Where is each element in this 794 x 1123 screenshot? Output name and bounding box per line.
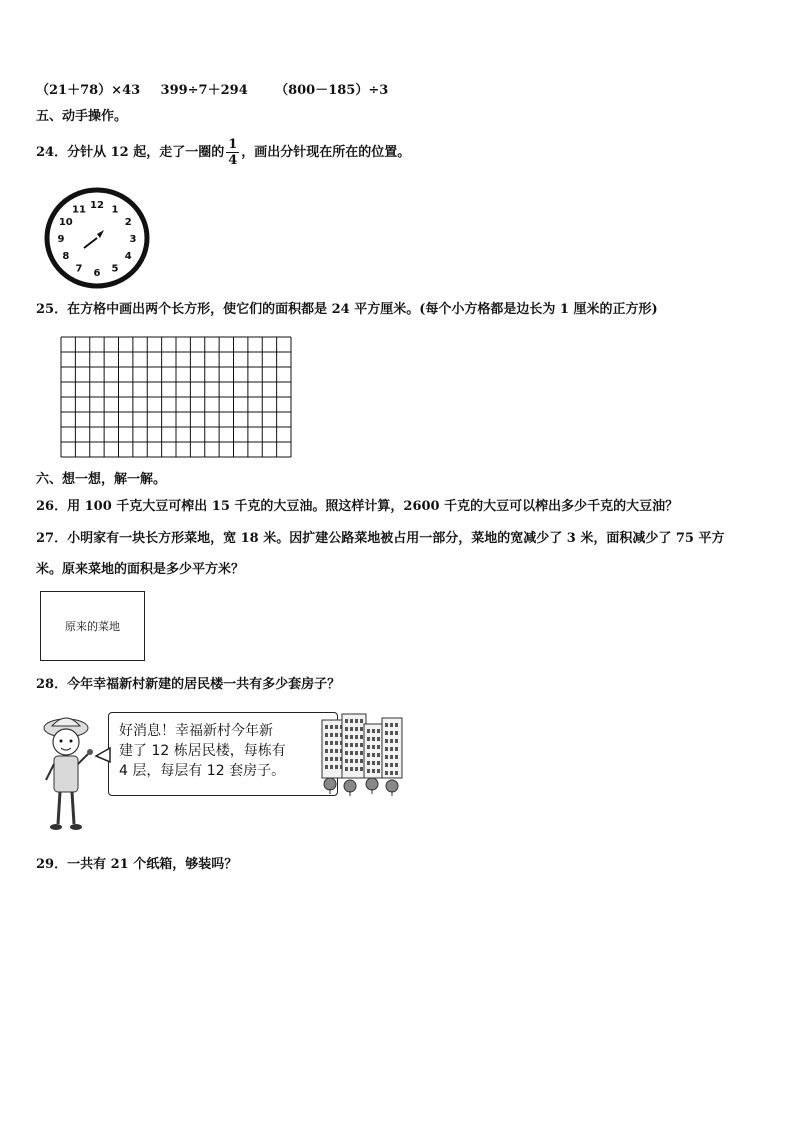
building-window xyxy=(325,765,328,769)
clock-number: 2 xyxy=(124,217,132,228)
building-window xyxy=(350,759,353,763)
building-window xyxy=(372,769,375,773)
building-window xyxy=(330,749,333,753)
building-window xyxy=(335,749,338,753)
speech-bubble-tail xyxy=(94,746,112,766)
original-garden-rectangle xyxy=(40,591,145,661)
building-window xyxy=(385,763,388,767)
building-window xyxy=(355,767,358,771)
apartment-buildings-illustration xyxy=(320,710,404,796)
building-window xyxy=(345,719,348,723)
building-window xyxy=(367,745,370,749)
bubble-line-3: 4 层，每层有 12 套房子。 xyxy=(119,763,286,779)
fraction-numerator: 1 xyxy=(228,137,238,152)
building-window xyxy=(390,763,393,767)
building-window xyxy=(330,741,333,745)
question-29: 29．一共有 21 个纸箱，够装吗？ xyxy=(36,857,238,872)
question-24 xyxy=(36,136,410,170)
bubble-line-2: 建了 12 栋居民楼，每栋有 xyxy=(119,743,286,759)
building-window xyxy=(372,761,375,765)
clock-face xyxy=(44,186,150,290)
building-window xyxy=(325,741,328,745)
building-window xyxy=(325,733,328,737)
building-window xyxy=(350,767,353,771)
building-window xyxy=(395,755,398,759)
original-garden-label: 原来的菜地 xyxy=(65,620,120,633)
building-window xyxy=(350,735,353,739)
clock-number: 3 xyxy=(129,234,137,245)
building-window xyxy=(367,761,370,765)
building-window xyxy=(345,727,348,731)
expression-1: （21＋78）×43 xyxy=(36,83,141,98)
building-window xyxy=(385,739,388,743)
clock-number: 12 xyxy=(90,200,104,211)
section-6-heading: 六、想一想，解一解。 xyxy=(36,472,167,487)
square-grid[interactable] xyxy=(60,336,292,458)
building-window xyxy=(355,759,358,763)
building-window xyxy=(325,757,328,761)
tree xyxy=(324,778,336,790)
question-27-line-1: 27．小明家有一块长方形菜地，宽 18 米。因扩建公路菜地被占用一部分，菜地的宽减少了 3 米，面积减少了 75 平方 xyxy=(36,531,725,546)
clock-number: 5 xyxy=(111,263,119,275)
building-window xyxy=(372,753,375,757)
building-window xyxy=(360,767,363,771)
q28-illustration xyxy=(36,706,416,846)
building-window xyxy=(335,765,338,769)
building-window xyxy=(395,723,398,727)
building-window xyxy=(385,723,388,727)
building-window xyxy=(355,719,358,723)
building-window xyxy=(367,753,370,757)
building-window xyxy=(350,719,353,723)
building-window xyxy=(390,731,393,735)
building-window xyxy=(377,769,380,773)
tree xyxy=(366,778,378,790)
building-window xyxy=(385,747,388,751)
building-window xyxy=(335,725,338,729)
building-window xyxy=(372,729,375,733)
building-window xyxy=(395,739,398,743)
question-27-line-2: 米。原来菜地的面积是多少平方米？ xyxy=(36,562,245,577)
building-window xyxy=(385,755,388,759)
building-window xyxy=(377,737,380,741)
tree xyxy=(386,780,398,792)
fraction-one-quarter xyxy=(226,137,239,168)
building-window xyxy=(325,725,328,729)
building-window xyxy=(395,771,398,775)
building-window xyxy=(355,751,358,755)
building-window xyxy=(330,757,333,761)
building-window xyxy=(360,735,363,739)
speech-bubble xyxy=(108,712,338,796)
building-window xyxy=(360,719,363,723)
q24-text-after: ，画出分针现在所在的位置。 xyxy=(241,145,411,160)
building-window xyxy=(395,731,398,735)
building-window xyxy=(345,759,348,763)
question-28: 28．今年幸福新村新建的居民楼一共有多少套房子？ xyxy=(36,677,341,692)
building-window xyxy=(390,755,393,759)
building-window xyxy=(345,767,348,771)
question-26: 26．用 100 千克大豆可榨出 15 千克的大豆油。照这样计算，2600 千克的大豆可以榨出多少千克的大豆油？ xyxy=(36,499,679,514)
building-window xyxy=(350,727,353,731)
clock-number: 7 xyxy=(75,263,83,275)
q24-text-before: 24．分针从 12 起，走了一圈的 xyxy=(36,145,225,160)
building-window xyxy=(367,729,370,733)
building-window xyxy=(372,745,375,749)
building-window xyxy=(390,771,393,775)
building-window xyxy=(345,735,348,739)
bubble-line-1: 好消息！幸福新村今年新 xyxy=(119,723,273,739)
expressions-row xyxy=(36,82,388,100)
clock-number: 4 xyxy=(124,251,132,262)
building-window xyxy=(360,743,363,747)
clock-number: 11 xyxy=(72,204,86,216)
question-25: 25．在方格中画出两个长方形，使它们的面积都是 24 平方厘米。(每个小方格都是边长为 1 厘米的正方形) xyxy=(36,302,658,317)
building-window xyxy=(367,769,370,773)
building-window xyxy=(345,743,348,747)
building-window xyxy=(390,747,393,751)
clock-number: 1 xyxy=(111,204,119,216)
building-window xyxy=(377,745,380,749)
building-window xyxy=(350,751,353,755)
building-window xyxy=(335,733,338,737)
building-window xyxy=(335,741,338,745)
building-window xyxy=(377,753,380,757)
clock-number: 8 xyxy=(62,251,70,262)
building-window xyxy=(385,731,388,735)
clock-number: 6 xyxy=(93,268,101,279)
building-window xyxy=(360,759,363,763)
building-window xyxy=(355,743,358,747)
building-window xyxy=(360,727,363,731)
building-window xyxy=(355,735,358,739)
building-window xyxy=(355,727,358,731)
building-window xyxy=(385,771,388,775)
expression-3: （800－185）÷3 xyxy=(275,83,389,98)
building-window xyxy=(390,723,393,727)
building-window xyxy=(395,747,398,751)
building-window xyxy=(330,725,333,729)
building-window xyxy=(367,737,370,741)
building-window xyxy=(345,751,348,755)
building-window xyxy=(350,743,353,747)
boy-reporter-illustration xyxy=(36,706,106,841)
clock-number: 9 xyxy=(57,234,65,245)
building-window xyxy=(330,765,333,769)
building-window xyxy=(335,757,338,761)
building-window xyxy=(377,761,380,765)
building-window xyxy=(325,749,328,753)
tree xyxy=(344,780,356,792)
building-window xyxy=(377,729,380,733)
building-window xyxy=(395,763,398,767)
expression-2: 399÷7＋294 xyxy=(160,83,248,98)
fraction-denominator: 4 xyxy=(228,153,238,168)
building-window xyxy=(390,739,393,743)
building-window xyxy=(372,737,375,741)
clock-number: 10 xyxy=(58,217,73,228)
building-window xyxy=(360,751,363,755)
building-window xyxy=(330,733,333,737)
section-5-heading: 五、动手操作。 xyxy=(36,109,128,124)
